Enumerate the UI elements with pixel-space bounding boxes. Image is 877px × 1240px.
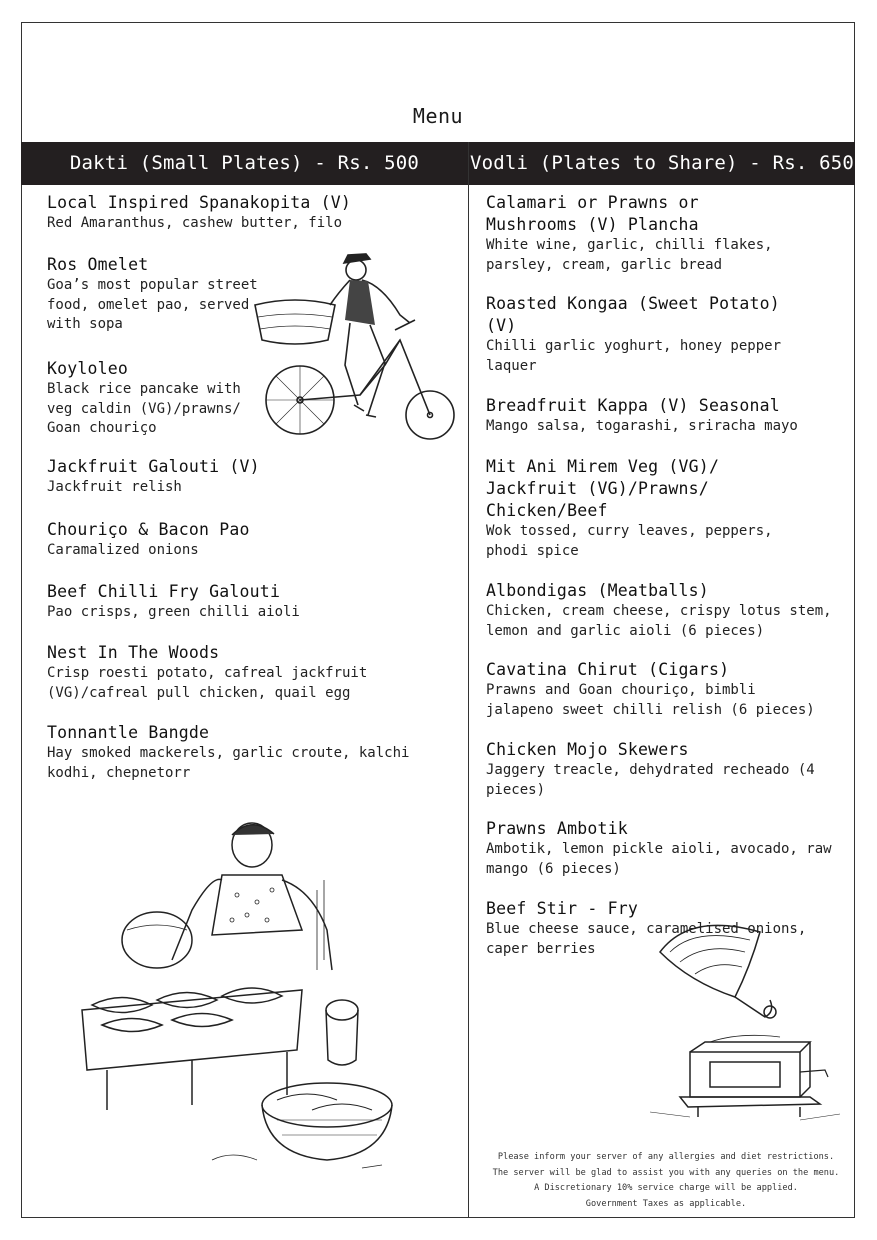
note-line: Government Taxes as applicable. [585,1198,747,1209]
menu-item [486,395,846,437]
item-name: Jackfruit Galouti (V) [47,457,260,476]
item-name: Albondigas (Meatballs) [486,581,709,600]
item-name: Nest In The Woods [47,643,220,662]
item-name: Local Inspired Spanakopita (V) [47,193,352,212]
item-name: Breadfruit Kappa (V) Seasonal [486,396,780,415]
menu-item [47,722,427,783]
item-name: Chicken Mojo Skewers [486,740,689,759]
item-description: Caramalized onions [47,542,199,558]
menu-item [486,739,836,800]
item-name: Chouriço & Bacon Pao [47,520,250,539]
menu-item [486,456,776,561]
note-line: Please inform your server of any allergies and diet restrictions. [497,1152,835,1162]
item-name: Mit Ani Mirem Veg (VG)/ Jackfruit (VG)/Prawns/ Chicken/Beef [486,457,720,520]
item-description: Prawns and Goan chouriço, bimbli jalapeno sweet chilli relish (6 pieces) [486,682,815,718]
menu-item [47,642,377,703]
item-description: Pao crisps, green chilli aioli [47,604,300,620]
menu-item [47,456,447,498]
note-line: A Discretionary 10% service charge will be applied. [534,1183,798,1193]
item-description: Wok tossed, curry leaves, peppers, phodi spice [486,523,773,559]
menu-item [47,254,262,335]
menu-item [486,192,786,275]
item-description: Black rice pancake with veg caldin (VG)/prawns/ Goan chouriço [47,381,241,436]
menu-item [47,519,447,561]
item-description: Ambotik, lemon pickle aioli, avocado, raw mango (6 pieces) [486,841,832,877]
item-name: Tonnantle Bangde [47,723,210,742]
menu-item [47,581,447,623]
item-description: Mango salsa, togarashi, sriracha mayo [486,418,798,434]
item-description: Hay smoked mackerels, garlic croute, kalchi kodhi, chepnetorr [47,745,410,781]
item-description: Jackfruit relish [47,479,182,495]
menu-item [486,659,826,720]
item-name: Beef Chilli Fry Galouti [47,582,281,601]
item-description: Red Amaranthus, cashew butter, filo [47,215,343,231]
item-name: Beef Stir - Fry [486,899,639,918]
item-name: Prawns Ambotik [486,819,628,838]
bicycle-vendor-icon [250,245,460,465]
menu-item [486,818,846,879]
item-description: Crisp roesti potato, cafreal jackfruit (VG)/cafreal pull chicken, quail egg [47,665,368,701]
menu-item [47,192,447,234]
menu-item [486,293,806,376]
item-description: Chilli garlic yoghurt, honey pepper laquer [486,338,782,374]
note-line: The server will be glad to assist you with any queries on the menu. [492,1167,840,1178]
fish-seller-icon [62,820,422,1180]
item-description: Jaggery treacle, dehydrated recheado (4 pieces) [486,762,815,798]
menu-item [47,358,262,439]
item-name: Cavatina Chirut (Cigars) [486,660,730,679]
column-divider [468,142,469,1218]
section-heading-plates-to-share: Vodli (Plates to Share) - Rs. 650 [469,142,855,185]
item-description: White wine, garlic, chilli flakes, parsley, cream, garlic bread [486,237,773,273]
menu-title: Menu [412,104,464,128]
item-description: Goa’s most popular street food, omelet pao, served with sopa [47,277,258,332]
small-plates-list [47,192,447,781]
item-name: Koyloleo [47,359,129,378]
item-name: Calamari or Prawns or Mushrooms (V) Plancha [486,193,699,234]
menu-item [486,898,826,959]
allergy-notes [486,1150,846,1212]
item-name: Roasted Kongaa (Sweet Potato) (V) [486,294,780,335]
menu-item [486,580,846,641]
section-heading-small-plates: Dakti (Small Plates) - Rs. 500 [21,142,468,185]
item-description: Blue cheese sauce, caramelised onions, caper berries [486,921,807,957]
item-name: Ros Omelet [47,255,149,274]
item-description: Chicken, cream cheese, crispy lotus stem, lemon and garlic aioli (6 pieces) [486,603,832,639]
